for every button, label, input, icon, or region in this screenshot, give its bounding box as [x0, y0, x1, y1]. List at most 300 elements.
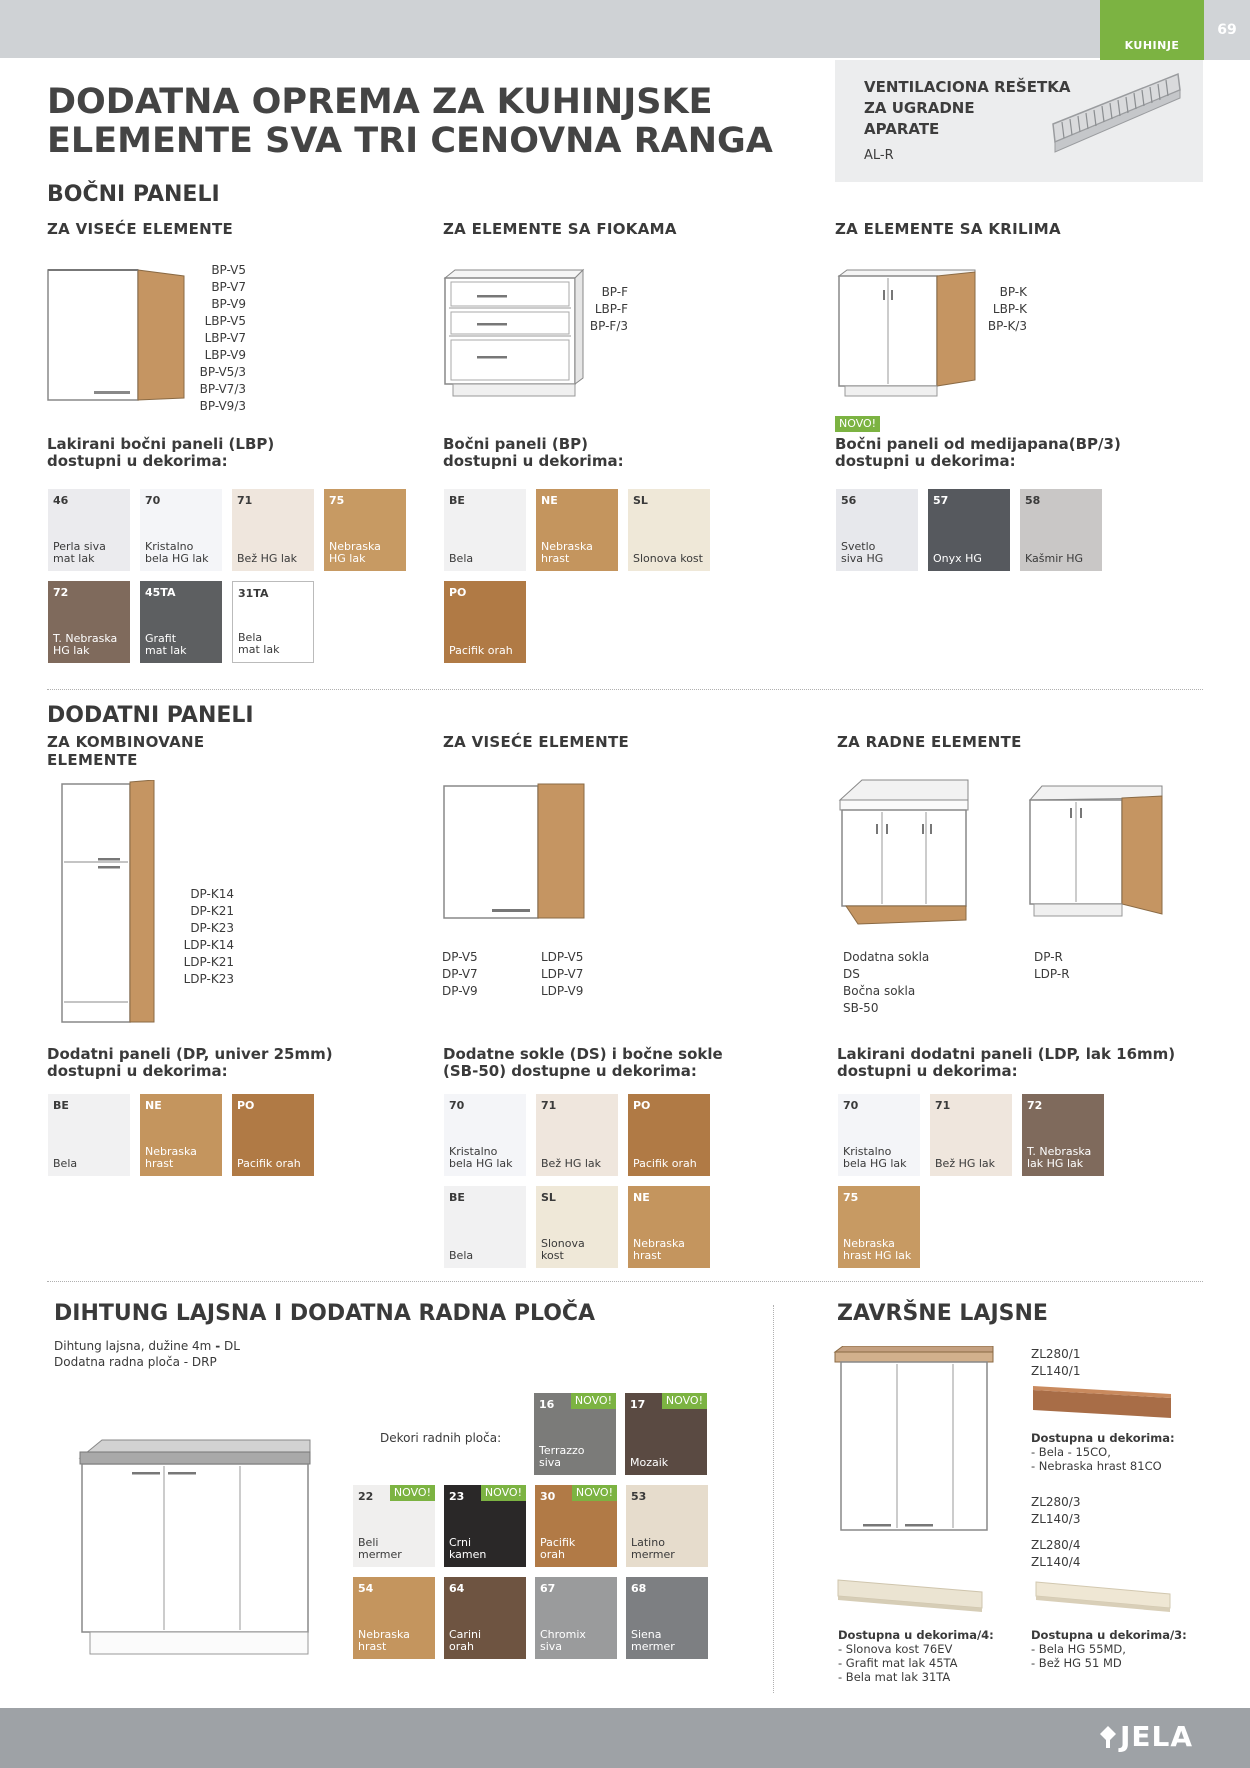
code: ZL140/3 — [1031, 1512, 1081, 1526]
page-title-line2: ELEMENTE SVA TRI CENOVNA RANGA — [47, 121, 773, 161]
swatch-name — [633, 1238, 707, 1262]
swatch — [232, 489, 314, 571]
swatch-name — [1027, 1146, 1101, 1170]
dodatni-col3-title: ZA RADNE ELEMENTE — [837, 733, 1022, 751]
code: LDP-R — [1034, 967, 1070, 981]
swatch-name-line: bela HG lak — [843, 1157, 907, 1170]
swatch — [536, 1094, 618, 1176]
swatch-name — [633, 553, 707, 565]
swatch-code: 71 — [237, 494, 253, 507]
list-title: Dostupna u dekorima/3: — [1031, 1628, 1187, 1642]
code: BP-V5 — [211, 263, 246, 277]
dodatni-col3-codes-a — [843, 949, 929, 1017]
swatch-name — [539, 1445, 613, 1469]
swatch — [444, 489, 526, 571]
dp-description — [47, 1046, 333, 1080]
novo-badge: NOVO! — [662, 1393, 707, 1409]
swatch-name — [237, 553, 311, 565]
code: LDP-V7 — [541, 967, 584, 981]
swatch-name-line: Nebraska — [329, 540, 381, 553]
code: ZL140/4 — [1031, 1555, 1081, 1569]
bp-description — [443, 436, 624, 470]
novo-badge: NOVO! — [481, 1485, 526, 1501]
vent-title-line2: ZA UGRADNE — [864, 99, 975, 117]
worktop-swatch — [444, 1485, 526, 1567]
code: DP-K21 — [190, 904, 234, 918]
molding-cream-4-image — [836, 1578, 986, 1618]
worktop-swatch — [625, 1393, 707, 1475]
list-item: - Bež HG 51 MD — [1031, 1656, 1122, 1670]
vertical-divider — [773, 1305, 774, 1693]
swatch-code: 57 — [933, 494, 949, 507]
swatch-name-line: Terrazzo — [539, 1444, 585, 1457]
swatch-name-line: hrast — [633, 1249, 662, 1262]
swatch — [324, 489, 406, 571]
bocni-col1-title: ZA VISEĆE ELEMENTE — [47, 220, 234, 238]
swatch-name-line: mermer — [358, 1548, 402, 1561]
swatch-name-line: mat lak — [53, 552, 95, 565]
swatch-name-line: Kristalno — [449, 1145, 498, 1158]
vent-title-line1: VENTILACIONA REŠETKA — [864, 78, 1071, 96]
swatch-name-line: HG lak — [329, 552, 366, 565]
worktop-swatch — [626, 1577, 708, 1659]
desc-line: Dodatni paneli (DP, univer 25mm) — [47, 1045, 333, 1063]
code: BP-V9/3 — [199, 399, 246, 413]
desc-line: Lakirani dodatni paneli (LDP, lak 16mm) — [837, 1045, 1176, 1063]
swatch-name-line: Kristalno — [843, 1145, 892, 1158]
swatch-name — [53, 1158, 127, 1170]
swatch-name — [631, 1629, 705, 1653]
swatch-code: 70 — [449, 1099, 465, 1112]
swatch — [48, 1094, 130, 1176]
desc-line: Lakirani bočni paneli (LBP) — [47, 435, 275, 453]
worktop-swatch — [626, 1485, 708, 1567]
swatch — [628, 1186, 710, 1268]
swatch-name — [933, 553, 1007, 565]
swatch-code: 70 — [145, 494, 161, 507]
swatch — [48, 489, 130, 571]
swatch-code: BE — [449, 494, 465, 507]
swatch-code: 23 — [449, 1490, 465, 1503]
desc-line: (SB-50) dostupne u dekorima: — [443, 1062, 697, 1080]
desc-line: dostupni u dekorima: — [835, 452, 1016, 470]
swatch-name-line: mermer — [631, 1640, 675, 1653]
swatch — [232, 581, 314, 663]
tall-cabinet-illustration — [60, 780, 156, 1025]
swatch-name-line: Pacifik orah — [449, 644, 513, 657]
swatch-name-line: Pacifik — [540, 1536, 576, 1549]
swatch-name-line: T. Nebraska — [53, 632, 118, 645]
swatch-name-line: siva HG — [841, 552, 884, 565]
vent-grille-image — [1050, 72, 1185, 168]
code: DP-K23 — [190, 921, 234, 935]
zl-set3-codes — [1031, 1494, 1081, 1528]
swatch-code: BE — [53, 1099, 69, 1112]
swatch-code: 68 — [631, 1582, 647, 1595]
swatch-name — [631, 1537, 705, 1561]
swatch-name-line: Slonova kost — [633, 552, 703, 565]
code: LDP-K23 — [183, 972, 234, 986]
swatch-name — [53, 633, 127, 657]
worktop-swatch — [535, 1577, 617, 1659]
swatch-name-line: Onyx HG — [933, 552, 982, 565]
code: Bočna sokla — [843, 984, 916, 998]
swatch-name-line: mermer — [631, 1548, 675, 1561]
swatch-name-line: hrast — [358, 1640, 387, 1653]
swatch-code: PO — [633, 1099, 651, 1112]
swatch-name-line: Nebraska — [633, 1237, 685, 1250]
text: Dihtung lajsna, dužine 4m — [54, 1339, 216, 1353]
zl-set4-codes — [1031, 1537, 1081, 1571]
swatch — [628, 1094, 710, 1176]
door-cabinet-illustration — [837, 268, 977, 400]
swatch-name-line: Slonova — [541, 1237, 585, 1250]
desc-line: Bočni paneli od medijapana(BP/3) — [835, 435, 1121, 453]
desc-line: dostupni u dekorima: — [47, 452, 228, 470]
page-title-line1: DODATNA OPREMA ZA KUHINJSKE — [47, 82, 713, 122]
swatch-name-line: Bež HG lak — [541, 1157, 602, 1170]
swatch-name — [449, 553, 523, 565]
swatch-name-line: Latino — [631, 1536, 665, 1549]
code: BP-V7/3 — [199, 382, 246, 396]
swatch-name — [145, 1146, 219, 1170]
code: LDP-V9 — [541, 984, 584, 998]
swatch-code: NE — [633, 1191, 650, 1204]
swatch — [232, 1094, 314, 1176]
swatch-code: 58 — [1025, 494, 1041, 507]
swatch-name — [449, 1146, 523, 1170]
dodatni-col2-codes-b — [541, 949, 583, 1000]
divider — [47, 1281, 1203, 1282]
page-title — [47, 83, 807, 161]
swatch-name-line: kamen — [449, 1548, 487, 1561]
dodatni-col2-title: ZA VISEĆE ELEMENTE — [443, 733, 630, 751]
code: ZL280/1 — [1031, 1347, 1081, 1361]
swatch-name — [53, 541, 127, 565]
swatch-name-line: Pacifik orah — [237, 1157, 301, 1170]
swatch-name — [449, 1537, 523, 1561]
novo-badge: NOVO! — [835, 416, 880, 432]
swatch-name-line: hrast — [541, 552, 570, 565]
swatch — [928, 489, 1010, 571]
worktop-swatch — [444, 1577, 526, 1659]
swatch-name-line: siva — [539, 1456, 562, 1469]
code: LBP-F — [594, 302, 628, 316]
swatch-code: 22 — [358, 1490, 374, 1503]
zl-list3 — [1031, 1628, 1187, 1670]
swatch — [836, 489, 918, 571]
code: Dodatna sokla — [843, 950, 930, 964]
swatch-name-line: siva — [540, 1640, 563, 1653]
swatch — [140, 1094, 222, 1176]
swatch-name-line: lak HG lak — [1027, 1157, 1084, 1170]
swatch — [140, 581, 222, 663]
bocni-col3-codes — [975, 284, 1027, 335]
swatch-name-line: hrast — [145, 1157, 174, 1170]
swatch-name-line: orah — [449, 1640, 474, 1653]
swatch-name — [843, 1238, 917, 1262]
swatch-code: 67 — [540, 1582, 556, 1595]
bocni-col1-codes — [186, 262, 246, 415]
desc-line: dostupni u dekorima: — [837, 1062, 1018, 1080]
swatch-code: 75 — [329, 494, 345, 507]
desc-line: Dodatne sokle (DS) i bočne sokle — [443, 1045, 723, 1063]
swatch-name-line: Bež HG lak — [935, 1157, 996, 1170]
swatch — [48, 581, 130, 663]
swatch-name-line: Siena — [631, 1628, 662, 1641]
code: ZL140/1 — [1031, 1364, 1081, 1378]
swatch-name-line: Kristalno — [145, 540, 194, 553]
code: BP-F/3 — [589, 319, 628, 333]
code: LDP-V5 — [541, 950, 584, 964]
swatch — [838, 1094, 920, 1176]
swatch-name-line: Nebraska — [843, 1237, 895, 1250]
swatch-code: 71 — [935, 1099, 951, 1112]
swatch-code: BE — [449, 1191, 465, 1204]
ldp-description — [837, 1046, 1175, 1080]
swatch-code: 64 — [449, 1582, 465, 1595]
swatch — [628, 489, 710, 571]
swatch — [140, 489, 222, 571]
dodatni-col1-title — [47, 733, 204, 769]
swatch-code: 72 — [1027, 1099, 1043, 1112]
divider — [47, 689, 1203, 690]
list-title: Dostupna u dekorima/4: — [838, 1628, 994, 1642]
zl-set1-list — [1031, 1431, 1175, 1473]
swatch-code: SL — [541, 1191, 556, 1204]
code: DS — [843, 967, 860, 981]
dihtung-line1 — [54, 1338, 240, 1354]
bocni-col2-title: ZA ELEMENTE SA FIOKAMA — [443, 220, 677, 238]
swatch-name-line: Mozaik — [630, 1456, 669, 1469]
swatch-name — [145, 541, 219, 565]
swatch-name-line: HG lak — [53, 644, 90, 657]
bocni-heading: BOČNI PANELI — [47, 182, 220, 207]
bp3-description — [835, 436, 1121, 470]
swatch-name-line: mat lak — [238, 643, 280, 656]
swatch-name — [238, 632, 310, 656]
vent-code: AL-R — [864, 148, 894, 163]
desc-line: Bočni paneli (BP) — [443, 435, 589, 453]
swatch-name — [630, 1457, 704, 1469]
swatch-name-line: Chromix — [540, 1628, 586, 1641]
swatch-name — [358, 1629, 432, 1653]
base-cabinet-worktop-illustration — [76, 1436, 314, 1668]
swatch-name-line: Svetlo — [841, 540, 876, 553]
zl-set1-codes — [1031, 1346, 1081, 1380]
swatch-code: 54 — [358, 1582, 374, 1595]
swatch-name-line: Bela — [449, 552, 474, 565]
swatch-name-line: Bela — [238, 631, 263, 644]
swatch — [930, 1094, 1012, 1176]
code: DP-V9 — [442, 984, 478, 998]
desc-line: dostupni u dekorima: — [443, 452, 624, 470]
code: LBP-V9 — [204, 348, 246, 362]
swatch-name — [1025, 553, 1099, 565]
swatch-name — [145, 633, 219, 657]
swatch — [444, 1186, 526, 1268]
molding-wood-image — [1031, 1384, 1176, 1428]
swatch-name-line: mat lak — [145, 644, 187, 657]
swatch — [536, 489, 618, 571]
swatch-name-line: bela HG lak — [145, 552, 209, 565]
code: BP-F — [601, 285, 628, 299]
swatch-code: 31TA — [238, 587, 269, 600]
swatch-name-line: Beli — [358, 1536, 379, 1549]
swatch-code: 53 — [631, 1490, 647, 1503]
swatch-name-line: Perla siva — [53, 540, 106, 553]
list-title: Dostupna u dekorima: — [1031, 1431, 1175, 1445]
code: DP-K14 — [190, 887, 234, 901]
swatch-name-line: bela HG lak — [449, 1157, 513, 1170]
swatch-code: 30 — [540, 1490, 556, 1503]
jela-logo-icon — [1100, 1726, 1116, 1748]
swatch-code: NE — [145, 1099, 162, 1112]
swatch-name — [449, 645, 523, 657]
code: LBP-K — [992, 302, 1027, 316]
dodatni-col2-codes-a — [442, 949, 478, 1000]
title-line: ZA KOMBINOVANE — [47, 733, 205, 751]
swatch-name — [843, 1146, 917, 1170]
swatch-name — [633, 1158, 707, 1170]
text: DL — [220, 1339, 240, 1353]
swatch-name-line: Nebraska — [541, 540, 593, 553]
swatch-name — [540, 1537, 614, 1561]
code: BP-V5/3 — [199, 365, 246, 379]
swatch-code: 71 — [541, 1099, 557, 1112]
list-item: - Grafit mat lak 45TA — [838, 1656, 958, 1670]
swatch — [1020, 489, 1102, 571]
code: ZL280/3 — [1031, 1495, 1081, 1509]
swatch-name-line: T. Nebraska — [1027, 1145, 1092, 1158]
code: DP-V5 — [442, 950, 478, 964]
list-item: - Slonova kost 76EV — [838, 1642, 953, 1656]
footer-bar — [0, 1708, 1250, 1768]
base-cabinet-plinth-illustration — [838, 778, 970, 928]
ds-description — [443, 1046, 723, 1080]
code: LDP-K14 — [183, 938, 234, 952]
molding-cream-3-image — [1034, 1580, 1174, 1620]
title-line: ELEMENTE — [47, 751, 138, 769]
swatch-code: NE — [541, 494, 558, 507]
dekori-label: Dekori radnih ploča: — [380, 1431, 502, 1445]
lbp-description — [47, 436, 274, 470]
swatch-code: SL — [633, 494, 648, 507]
worktop-swatch — [353, 1577, 435, 1659]
swatch-name-line: Bela — [449, 1249, 474, 1262]
swatch — [444, 1094, 526, 1176]
swatch-name-line: orah — [540, 1548, 565, 1561]
worktop-swatch — [535, 1485, 617, 1567]
swatch-name — [541, 1238, 615, 1262]
novo-badge: NOVO! — [390, 1485, 435, 1501]
zl-list4 — [838, 1628, 994, 1684]
swatch-name-line: kost — [541, 1249, 564, 1262]
jela-logo: JELA — [1120, 1720, 1194, 1753]
swatch-code: 16 — [539, 1398, 555, 1411]
swatch-name — [841, 541, 915, 565]
wall-cabinet-2-illustration — [442, 782, 586, 922]
code: LBP-V5 — [204, 314, 246, 328]
text: - — [215, 1339, 221, 1353]
swatch-name-line: hrast HG lak — [843, 1249, 912, 1262]
worktop-swatch — [353, 1485, 435, 1567]
swatch-name-line: Crni — [449, 1536, 472, 1549]
cornice-cabinet-illustration — [833, 1346, 995, 1536]
swatch-code: 72 — [53, 586, 69, 599]
swatch-name — [541, 1158, 615, 1170]
swatch-name-line: Nebraska — [145, 1145, 197, 1158]
swatch-name-line: Kašmir HG — [1025, 552, 1084, 565]
swatch — [444, 581, 526, 663]
novo-badge: NOVO! — [572, 1485, 617, 1501]
list-item: - Nebraska hrast 81CO — [1031, 1459, 1162, 1473]
swatch-code: 56 — [841, 494, 857, 507]
zavrsne-heading: ZAVRŠNE LAJSNE — [837, 1301, 1048, 1326]
bocni-col2-codes — [580, 284, 628, 335]
swatch-code: PO — [449, 586, 467, 599]
swatch-name-line: Carini — [449, 1628, 482, 1641]
swatch-name — [449, 1629, 523, 1653]
code: DP-V7 — [442, 967, 478, 981]
wall-cabinet-illustration — [46, 268, 186, 403]
code: LDP-K21 — [183, 955, 234, 969]
swatch-code: 17 — [630, 1398, 646, 1411]
code: BP-K — [999, 285, 1027, 299]
swatch-code: 45TA — [145, 586, 176, 599]
base-cabinet-side-illustration — [1028, 784, 1164, 924]
swatch-name — [358, 1537, 432, 1561]
section-tab: KUHINJE — [1100, 0, 1204, 60]
swatch-name-line: Pacifik orah — [633, 1157, 697, 1170]
code: ZL280/4 — [1031, 1538, 1081, 1552]
swatch-name-line: Nebraska — [358, 1628, 410, 1641]
dodatni-heading: DODATNI PANELI — [47, 703, 254, 728]
swatch-name — [541, 541, 615, 565]
swatch-name — [935, 1158, 1009, 1170]
code: SB-50 — [843, 1001, 879, 1015]
swatch-code: 70 — [843, 1099, 859, 1112]
dodatni-col1-codes — [172, 886, 234, 988]
swatch-name-line: Bela — [53, 1157, 78, 1170]
swatch — [838, 1186, 920, 1268]
bocni-col3-title: ZA ELEMENTE SA KRILIMA — [835, 220, 1061, 238]
code: DP-R — [1034, 950, 1063, 964]
swatch-name-line: Grafit — [145, 632, 177, 645]
vent-title-line3: APARATE — [864, 120, 940, 138]
list-item: - Bela - 15CO, — [1031, 1445, 1111, 1459]
swatch — [536, 1186, 618, 1268]
swatch-code: 46 — [53, 494, 69, 507]
code: LBP-V7 — [204, 331, 246, 345]
swatch — [1022, 1094, 1104, 1176]
dodatni-col3-codes-b — [1034, 949, 1070, 983]
swatch-name — [449, 1250, 523, 1262]
desc-line: dostupni u dekorima: — [47, 1062, 228, 1080]
list-item: - Bela mat lak 31TA — [838, 1670, 951, 1684]
code: BP-V9 — [211, 297, 246, 311]
drawer-cabinet-illustration — [443, 268, 585, 400]
page-number: 69 — [1204, 0, 1250, 60]
swatch-name-line: Bež HG lak — [237, 552, 298, 565]
swatch-code: 75 — [843, 1191, 859, 1204]
swatch-name — [237, 1158, 311, 1170]
dihtung-line2: Dodatna radna ploča - DRP — [54, 1355, 217, 1369]
worktop-swatch — [534, 1393, 616, 1475]
novo-badge: NOVO! — [571, 1393, 616, 1409]
code: BP-V7 — [211, 280, 246, 294]
swatch-name — [540, 1629, 614, 1653]
